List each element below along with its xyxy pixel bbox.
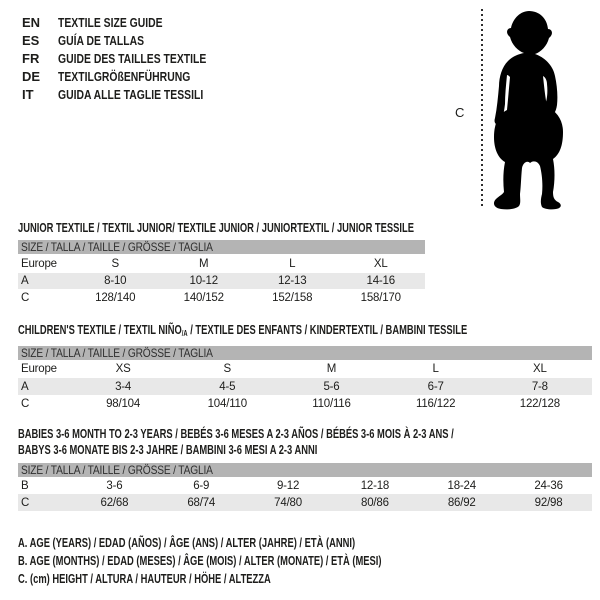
language-row-es (22, 31, 243, 49)
size-header-label: SIZE / TALLA / TAILLE / GRÖSSE / TAGLIA (21, 240, 213, 254)
junior-section-title (18, 220, 568, 236)
value-cell: 158/170 (360, 292, 401, 304)
table-header-bar (18, 346, 592, 360)
language-code: DE (22, 68, 41, 84)
value-cell: 9-12 (276, 479, 300, 492)
age-years-row (18, 378, 592, 395)
legend-line-b (18, 552, 503, 570)
size-cell: M (199, 257, 209, 270)
value-cell: 122/128 (519, 398, 560, 410)
language-code: IT (22, 86, 34, 102)
value-cell: 7-8 (488, 378, 592, 395)
value-cell: 116/122 (415, 398, 456, 410)
row-label-cell: C (21, 292, 30, 304)
legend-text: A. AGE (YEARS) / EDAD (AÑOS) / ÂGE (ANS) / ALTER (JAHRE) / ETÀ (ANNI) (18, 536, 356, 550)
size-row (18, 254, 425, 273)
size-cell: L (289, 257, 296, 270)
language-label: GUIDA ALLE TAGLIE TESSILI (58, 86, 204, 102)
language-row-de (22, 67, 243, 85)
value-cell: 3-6 (106, 479, 123, 492)
value-cell: 3-4 (71, 378, 175, 395)
babies-title-line1: BABIES 3-6 MONTH TO 2-3 YEARS / BEBÉS 3-6 MESES A 2-3 AÑOS / BÉBÉS 3-6 MOIS À 2-3 ANS / (18, 426, 454, 441)
height-row (18, 395, 592, 413)
value-cell: 4-5 (175, 378, 279, 395)
size-cell: XL (373, 257, 388, 270)
table-header-bar (18, 463, 592, 477)
baby-silhouette-image (483, 10, 575, 212)
babies-size-table (18, 463, 592, 511)
value-cell: 6-9 (193, 479, 210, 492)
value-cell: 62/68 (71, 494, 158, 511)
value-cell: 110/116 (312, 398, 351, 410)
language-code: ES (22, 32, 40, 48)
row-label-cell: Europe (21, 257, 57, 270)
junior-title-text: JUNIOR TEXTILE / TEXTIL JUNIOR/ TEXTILE JUNIOR / JUNIORTEXTIL / JUNIOR TESSILE (18, 220, 414, 235)
language-code: FR (22, 50, 40, 66)
legend-block (18, 534, 503, 588)
language-label: GUÍA DE TALLAS (58, 32, 145, 48)
value-cell: 12-18 (360, 479, 390, 492)
babies-title-line2: BABYS 3-6 MONATE BIS 2-3 JAHRE / BAMBINI 3-6 MESI A 2-3 ANNI (18, 442, 318, 457)
value-cell: 80/86 (331, 494, 418, 511)
size-cell: XS (115, 363, 131, 375)
row-label-cell: C (18, 494, 71, 511)
legend-line-c (18, 570, 503, 588)
table-header-bar (18, 240, 425, 254)
value-cell: 98/104 (106, 398, 141, 410)
language-label: TEXTILE SIZE GUIDE (58, 14, 163, 30)
value-cell: 6-7 (384, 378, 488, 395)
value-cell: 10-12 (160, 273, 249, 289)
children-title-subscript: /A (181, 329, 188, 338)
junior-size-table (18, 240, 425, 307)
children-title-text (18, 322, 467, 342)
value-cell: 104/110 (207, 398, 247, 410)
children-size-table (18, 346, 592, 413)
value-cell: 128/140 (95, 292, 136, 304)
value-cell: 18-24 (447, 479, 476, 492)
legend-text: C. (cm) HEIGHT / ALTURA / HAUTEUR / HÖHE / ALTEZZA (18, 572, 271, 586)
size-cell: L (432, 363, 439, 375)
value-cell: 152/158 (272, 292, 313, 304)
size-row (18, 360, 592, 378)
value-cell: 8-10 (71, 273, 160, 289)
row-label-cell: B (21, 479, 29, 492)
age-months-row (18, 477, 592, 494)
height-measure-label: C (455, 105, 465, 120)
value-cell: 74/80 (245, 494, 332, 511)
row-label-cell: C (21, 398, 30, 410)
value-cell: 14-16 (337, 273, 426, 289)
size-cell: S (223, 363, 232, 375)
row-label-cell: A (18, 378, 71, 395)
age-years-row (18, 273, 425, 289)
row-label-cell: Europe (21, 363, 57, 375)
value-cell: 12-13 (248, 273, 337, 289)
language-code: EN (22, 14, 41, 30)
size-header-label: SIZE / TALLA / TAILLE / GRÖSSE / TAGLIA (21, 463, 213, 477)
language-title-block (22, 13, 243, 103)
babies-section-title (18, 426, 600, 458)
children-title-prefix: CHILDREN'S TEXTILE / TEXTIL NIÑO (18, 322, 182, 337)
size-cell: XL (533, 363, 547, 375)
size-header-label: SIZE / TALLA / TAILLE / GRÖSSE / TAGLIA (21, 346, 213, 360)
height-row (18, 494, 592, 511)
size-cell: S (111, 257, 119, 270)
row-label-cell: A (18, 273, 71, 289)
legend-text: B. AGE (MONTHS) / EDAD (MESES) / ÂGE (MOIS) / ALTER (MONATE) / ETÀ (MESI) (18, 554, 382, 568)
value-cell: 92/98 (505, 494, 592, 511)
value-cell: 24-36 (534, 479, 563, 492)
language-row-fr (22, 49, 243, 67)
size-cell: M (326, 363, 337, 375)
language-label: TEXTILGRÖßENFÜHRUNG (58, 68, 191, 84)
value-cell: 86/92 (418, 494, 505, 511)
language-row-it (22, 85, 243, 103)
children-section-title (18, 322, 600, 342)
value-cell: 140/152 (183, 292, 224, 304)
value-cell: 5-6 (279, 378, 383, 395)
children-title-suffix: / TEXTILE DES ENFANTS / KINDERTEXTIL / BAMBINI TESSILE (187, 322, 468, 337)
language-row-en (22, 13, 243, 31)
language-label: GUIDE DES TAILLES TEXTILE (58, 50, 207, 66)
legend-line-a (18, 534, 503, 552)
height-row (18, 289, 425, 307)
value-cell: 68/74 (158, 494, 245, 511)
